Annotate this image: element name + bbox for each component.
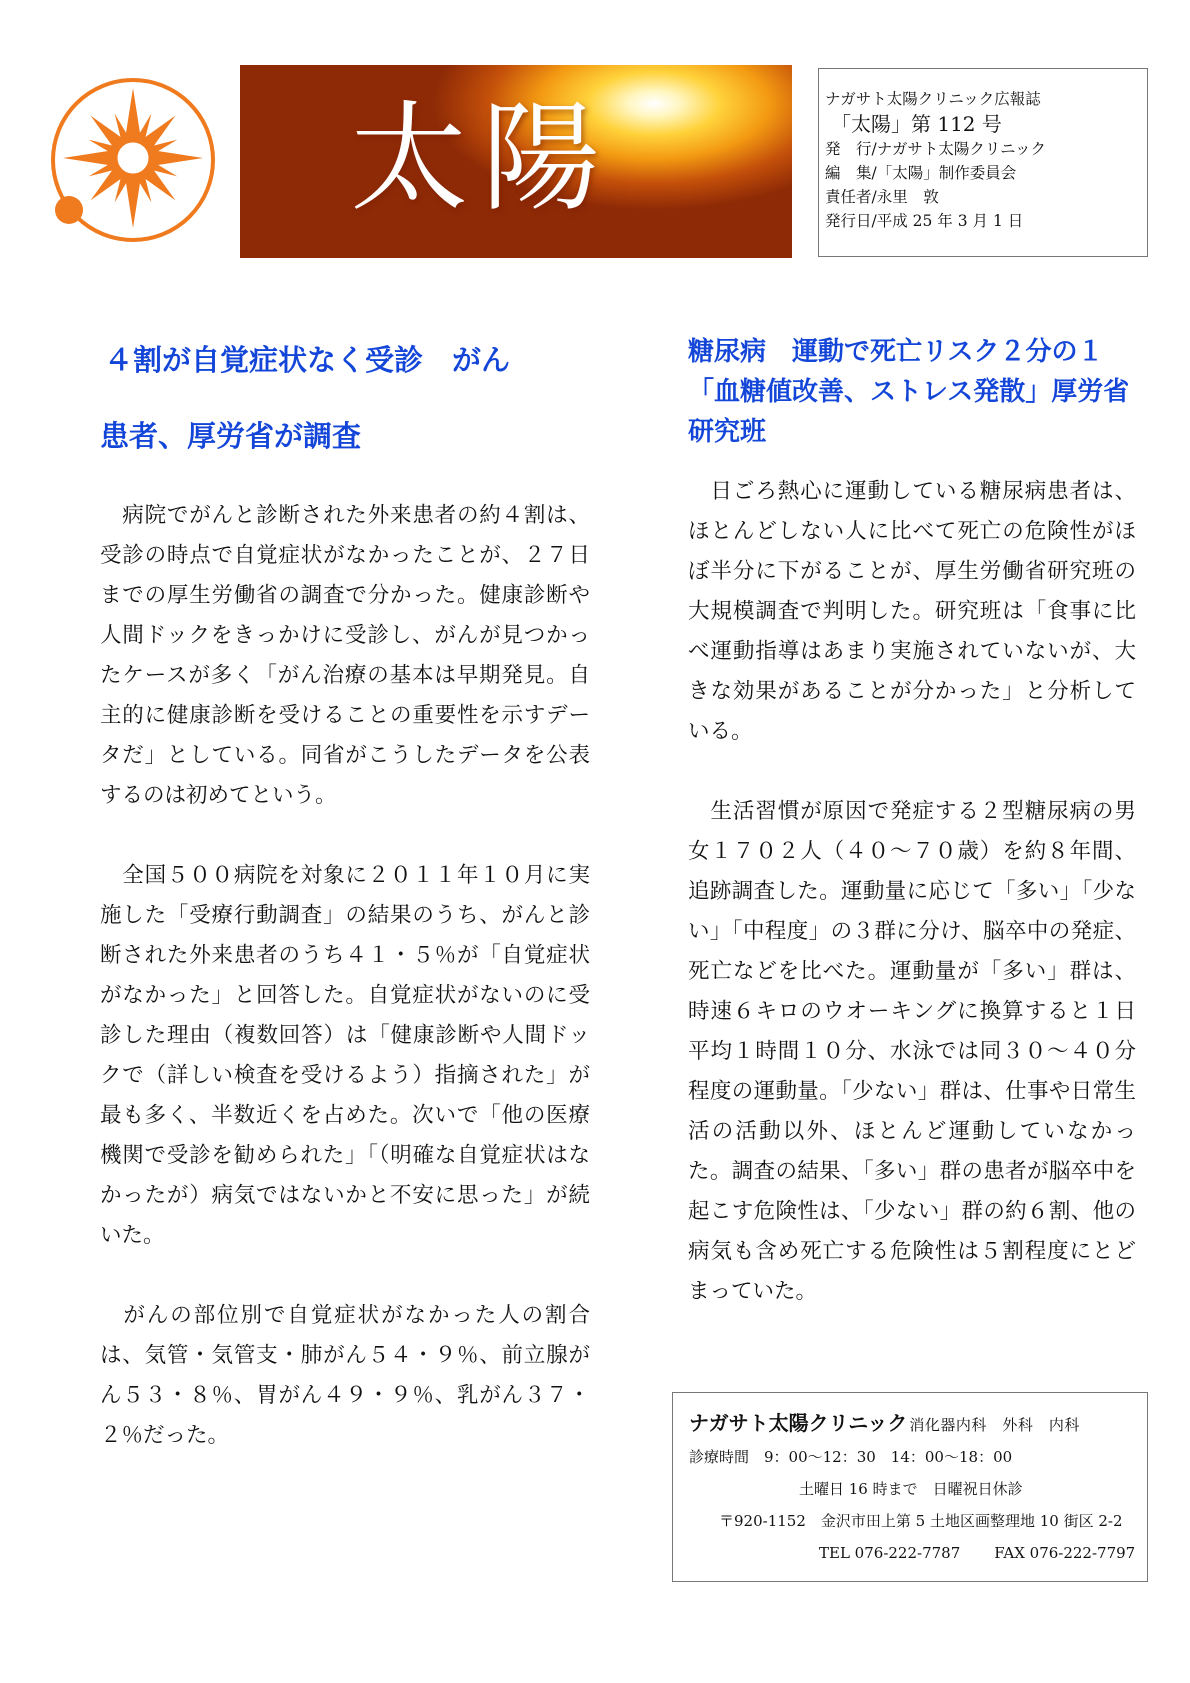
clinic-info-box [672, 1392, 1148, 1582]
article-cancer-paragraph-1: 病院でがんと診断された外来患者の約４割は、受診の時点で自覚症状がなかったことが、２７日までの厚生労働省の調査で分かった。健康診断や人間ドックをきっかけに受診し、がんが見つかったケースが多く「がん治療の基本は早期発見。自主的に健康診断を受けることの重要性を示すデータだ」としている。同省がこうしたデータを公表するのは初めてという。 [100, 503, 590, 808]
clinic-saturday-note: 土曜日 16 時まで 日曜祝日休診 [799, 1480, 1023, 1498]
clinic-departments: 消化器内科 外科 内科 [909, 1416, 1080, 1434]
banner-title: 太陽 [350, 89, 615, 227]
clinic-contact [689, 1537, 1147, 1569]
article-cancer-paragraph-2: 全国５００病院を対象に２０１１年１０月に実施した「受療行動調査」の結果のうち、がんと診断された外来患者のうち４１・５％が「自覚症状がなかった」と回答した。自覚症状がないのに受診した理由（複数回答）は「健康診断や人間ドックで（詳しい検査を受けるよう）指摘された」が最も多く、半数近くを占めた。次いで「他の医療機関で受診を勧められた」「（明確な自覚症状はなかったが）病気ではないかと不安に思った」が続いた。 [100, 863, 590, 1248]
clinic-hours: 診療時間 9：00～12：30 14：00～18：00 [689, 1448, 1013, 1466]
headline-line-1: ４割が自覚症状なく受診 がん [104, 343, 511, 377]
clinic-tel: TEL 076-222-7787 [819, 1544, 961, 1562]
publisher-line: ナガサト太陽クリニック広報誌 [825, 90, 1041, 108]
sun-logo [43, 70, 223, 250]
article-cancer-headline [100, 340, 590, 456]
article-cancer-paragraph-3: がんの部位別で自覚症状がなかった人の割合は、気管・気管支・肺がん５４・９％、前立腺がん５３・８％、胃がん４９・９％、乳がん３７・２％だった。 [100, 1303, 590, 1448]
headline-line-2: 患者、厚労省が調査 [100, 419, 362, 453]
issue-date: 発行日/平成 25 年 3 月 1 日 [825, 212, 1024, 230]
header-banner [240, 65, 792, 258]
article-diabetes-paragraph-1: 日ごろ熱心に運動している糖尿病患者は、ほとんどしない人に比べて死亡の危険性がほぼ半分に下がることが、厚生労働省研究班の大規模調査で判明した。研究班は「食事に比べ運動指導はあまり実施されていないが、大きな効果があることが分かった」と分析している。 [688, 479, 1136, 744]
responsible-line: 責任者/永里 敦 [825, 188, 939, 206]
issuer-line: 発 行/ナガサト太陽クリニック [825, 140, 1046, 158]
masthead-box [818, 68, 1148, 257]
article-diabetes [688, 332, 1136, 1312]
editor-line: 編 集/「太陽」制作委員会 [825, 164, 1017, 182]
issue-number: 「太陽」第 112 号 [831, 112, 1002, 136]
clinic-name: ナガサト太陽クリニック [689, 1411, 908, 1435]
article-diabetes-paragraph-2: 生活習慣が原因で発症する２型糖尿病の男女１７０２人（４０～７０歳）を約８年間、追跡調査した。運動量に応じて「多い」「少ない」「中程度」の３群に分け、脳卒中の発症、死亡などを比べた。運動量が「多い」群は、時速６キロのウオーキングに換算すると１日平均１時間１０分、水泳では同３０～４０分程度の運動量。「少ない」群は、仕事や日常生活の活動以外、ほとんど運動していなかった。調査の結果、「多い」群の患者が脳卒中を起こす危険性は、「少ない」群の約６割、他の病気も含め死亡する危険性は５割程度にとどまっていた。 [688, 799, 1136, 1304]
article-diabetes-headline: 糖尿病 運動で死亡リスク２分の１「血糖値改善、ストレス発散」厚労省研究班 [688, 337, 1130, 447]
clinic-fax: FAX 076-222-7797 [994, 1544, 1136, 1562]
article-cancer [100, 340, 590, 1456]
clinic-address: 〒920-1152 金沢市田上第 5 土地区画整理地 10 街区 2-2 [719, 1512, 1123, 1530]
